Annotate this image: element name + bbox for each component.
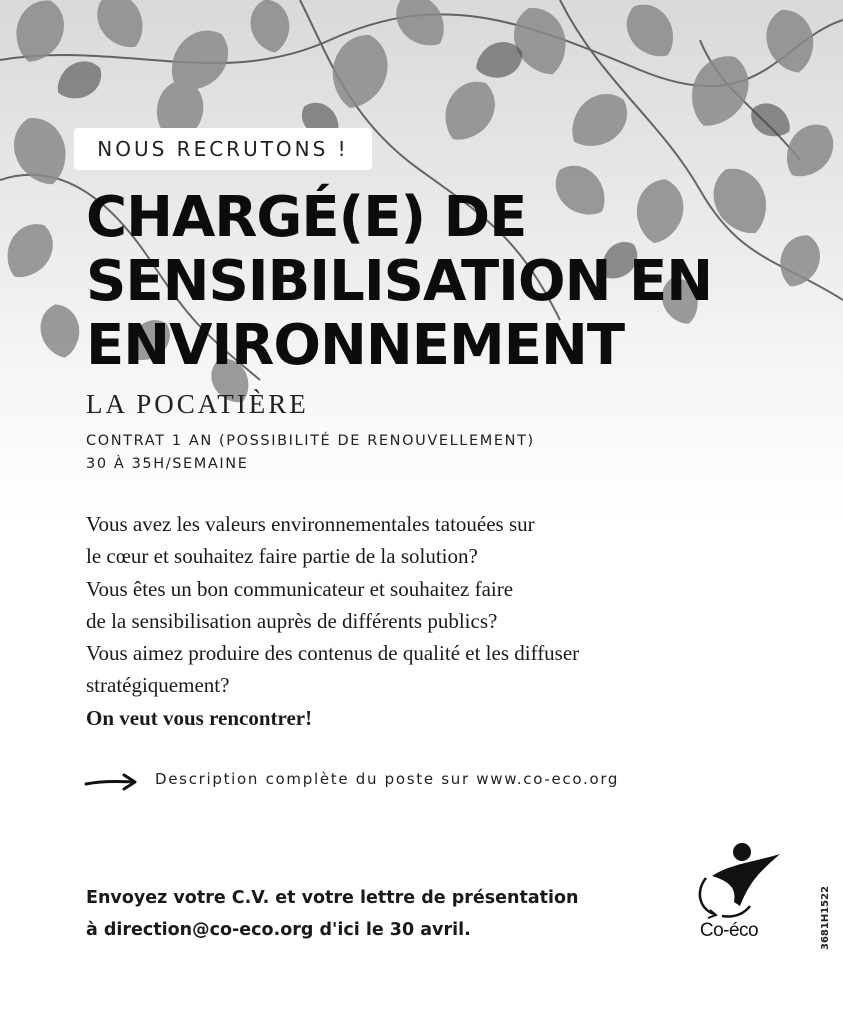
description-line: stratégiquement? — [86, 673, 230, 698]
description-closing: On veut vous rencontrer! — [86, 705, 313, 730]
job-title-line: CHARGÉ(E) DE — [86, 185, 527, 250]
apply-line: Envoyez votre C.V. et votre lettre de présentation — [86, 888, 579, 908]
co-eco-logo — [692, 840, 788, 950]
application-instructions — [86, 882, 686, 946]
hiring-tag: NOUS RECRUTONS ! — [74, 128, 372, 170]
reference-code: 3681H1522 — [820, 885, 831, 950]
job-title — [86, 186, 826, 378]
description-line: Vous avez les valeurs environnementales tatouées sur — [86, 512, 535, 536]
job-description — [86, 508, 806, 734]
job-location: LA POCATIÈRE — [86, 389, 309, 419]
job-description-link[interactable]: Description complète du poste sur www.co-eco.org — [155, 770, 620, 788]
description-line: Vous aimez produire des contenus de qualité et les diffuser — [86, 641, 580, 666]
contract-line: CONTRAT 1 AN (POSSIBILITÉ DE RENOUVELLEMENT) — [86, 433, 535, 449]
apply-line: à direction@co-eco.org d'ici le 30 avril. — [86, 920, 471, 940]
co-eco-logo-icon — [692, 840, 788, 924]
description-line: Vous êtes un bon communicateur et souhaitez faire — [86, 576, 514, 601]
job-title-line: ENVIRONNEMENT — [86, 313, 625, 378]
contract-line: 30 À 35H/SEMAINE — [86, 456, 249, 472]
description-line: le cœur et souhaitez faire partie de la solution? — [86, 544, 478, 569]
logo-wordmark: Co-éco — [699, 920, 759, 941]
contract-details — [86, 430, 766, 476]
description-line: de la sensibilisation auprès de différents publics? — [86, 608, 498, 633]
arrow-right-icon — [84, 770, 140, 794]
job-title-line: SENSIBILISATION EN — [86, 249, 713, 314]
